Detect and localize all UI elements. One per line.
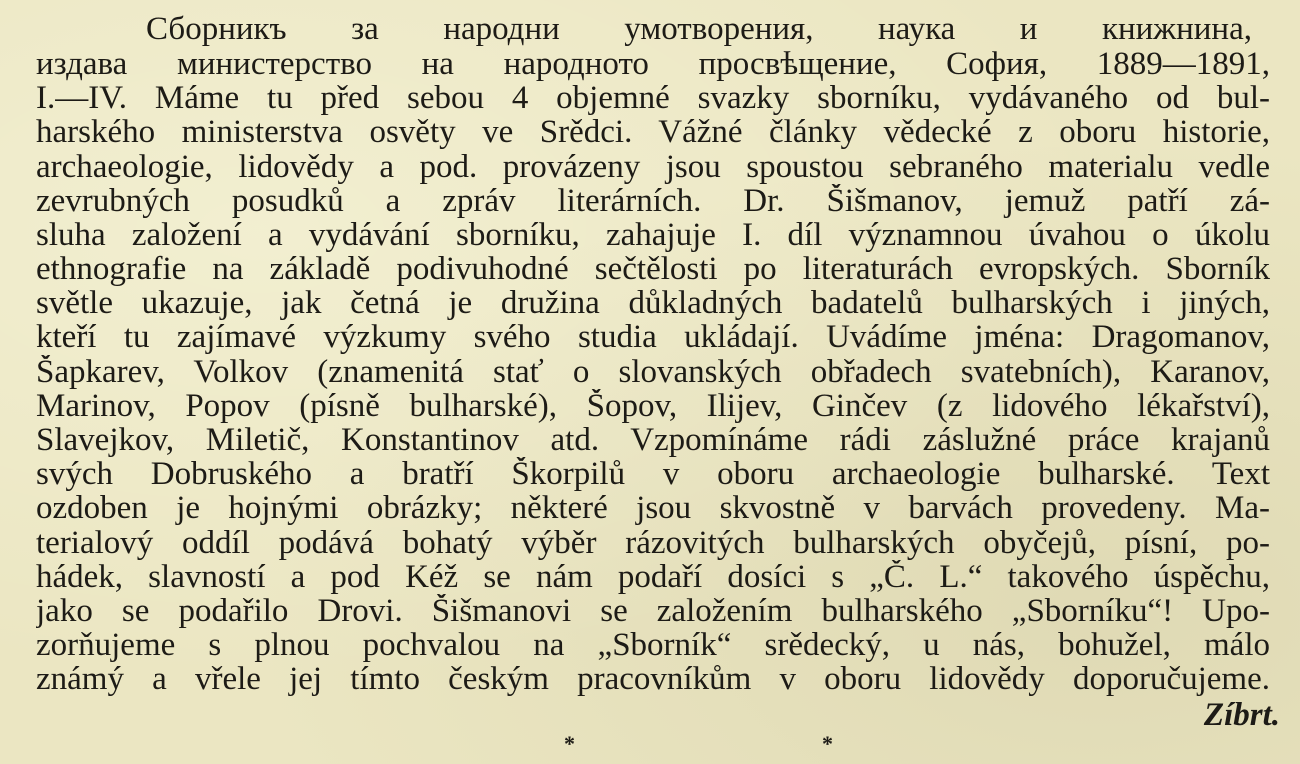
text-line: Сборникъ за народни умотворения, наука и книжнина, (146, 12, 1252, 47)
text-line: jako se podařilo Drovi. Šišmanovi se založením bulharského „Sborníku“! Upo- (36, 593, 1270, 629)
text-line: zevrubných posudků a zpráv literárních. Dr. Šišmanov, jemuž patří zá- (36, 183, 1270, 218)
text-line: světle ukazuje, jak četná je družina důkladných badatelů bulharských i jiných, (36, 286, 1270, 321)
section-divider (36, 730, 1270, 756)
text-line: známý a vřele jej tímto českým pracovníkům v oboru lidovědy doporučujeme. (36, 662, 1270, 697)
review-text (36, 12, 1270, 697)
text-line: Šapkarev, Volkov (znamenitá stať o slovanských obřadech svatebních), Karanov, (36, 354, 1270, 389)
text-line: harského ministerstva osvěty ve Srědci. Vážné články vědecké z oboru historie, (36, 115, 1270, 150)
text-line: svých Dobruského a bratří Škorpilů v oboru archaeologie bulharské. Text (36, 457, 1270, 492)
text-line: terialový oddíl podává bohatý výběr rázovitých bulharských obyčejů, písní, po- (36, 525, 1270, 560)
author-signature: Zíbrt. (1203, 696, 1280, 733)
text-line: издава министерство на народното просвѣщение, София, 1889—1891, (36, 46, 1270, 82)
text-line: archaeologie, lidovědy a pod. provázeny jsou spoustou sebraného materialu vedle (36, 149, 1270, 184)
text-line: zorňujeme s plnou pochvalou na „Sborník“ srědecký, u nás, bohužel, málo (36, 628, 1270, 663)
text-line: Slavejkov, Miletič, Konstantinov atd. Vzpomínáme rádi záslužné práce krajanů (36, 423, 1270, 458)
text-line: hádek, slavností a pod Kéž se nám podaří dosíci s „Č. L.“ takového úspěchu, (36, 559, 1270, 594)
text-line: I.—IV. Máme tu před sebou 4 objemné svazky sborníku, vydávaného od bul- (36, 81, 1270, 116)
text-line: ozdoben je hojnými obrázky; některé jsou skvostně v barvách provedeny. Ma- (36, 491, 1270, 526)
asterisk-ornament-icon: * (822, 730, 833, 756)
asterisk-ornament-icon: * (564, 730, 575, 756)
text-line: sluha založení a vydávání sborníku, zahajuje I. díl významnou úvahou o úkolu (36, 217, 1270, 253)
text-line: ethnografie na základě podivuhodné sečtělosti po literaturách evropských. Sborník (36, 252, 1270, 287)
text-line: kteří tu zajímavé výzkumy svého studia ukládají. Uvádíme jména: Dragomanov, (36, 320, 1270, 355)
text-line: Marinov, Popov (písně bulharské), Šopov, Ilijev, Ginčev (z lidového lékařství), (36, 388, 1270, 424)
